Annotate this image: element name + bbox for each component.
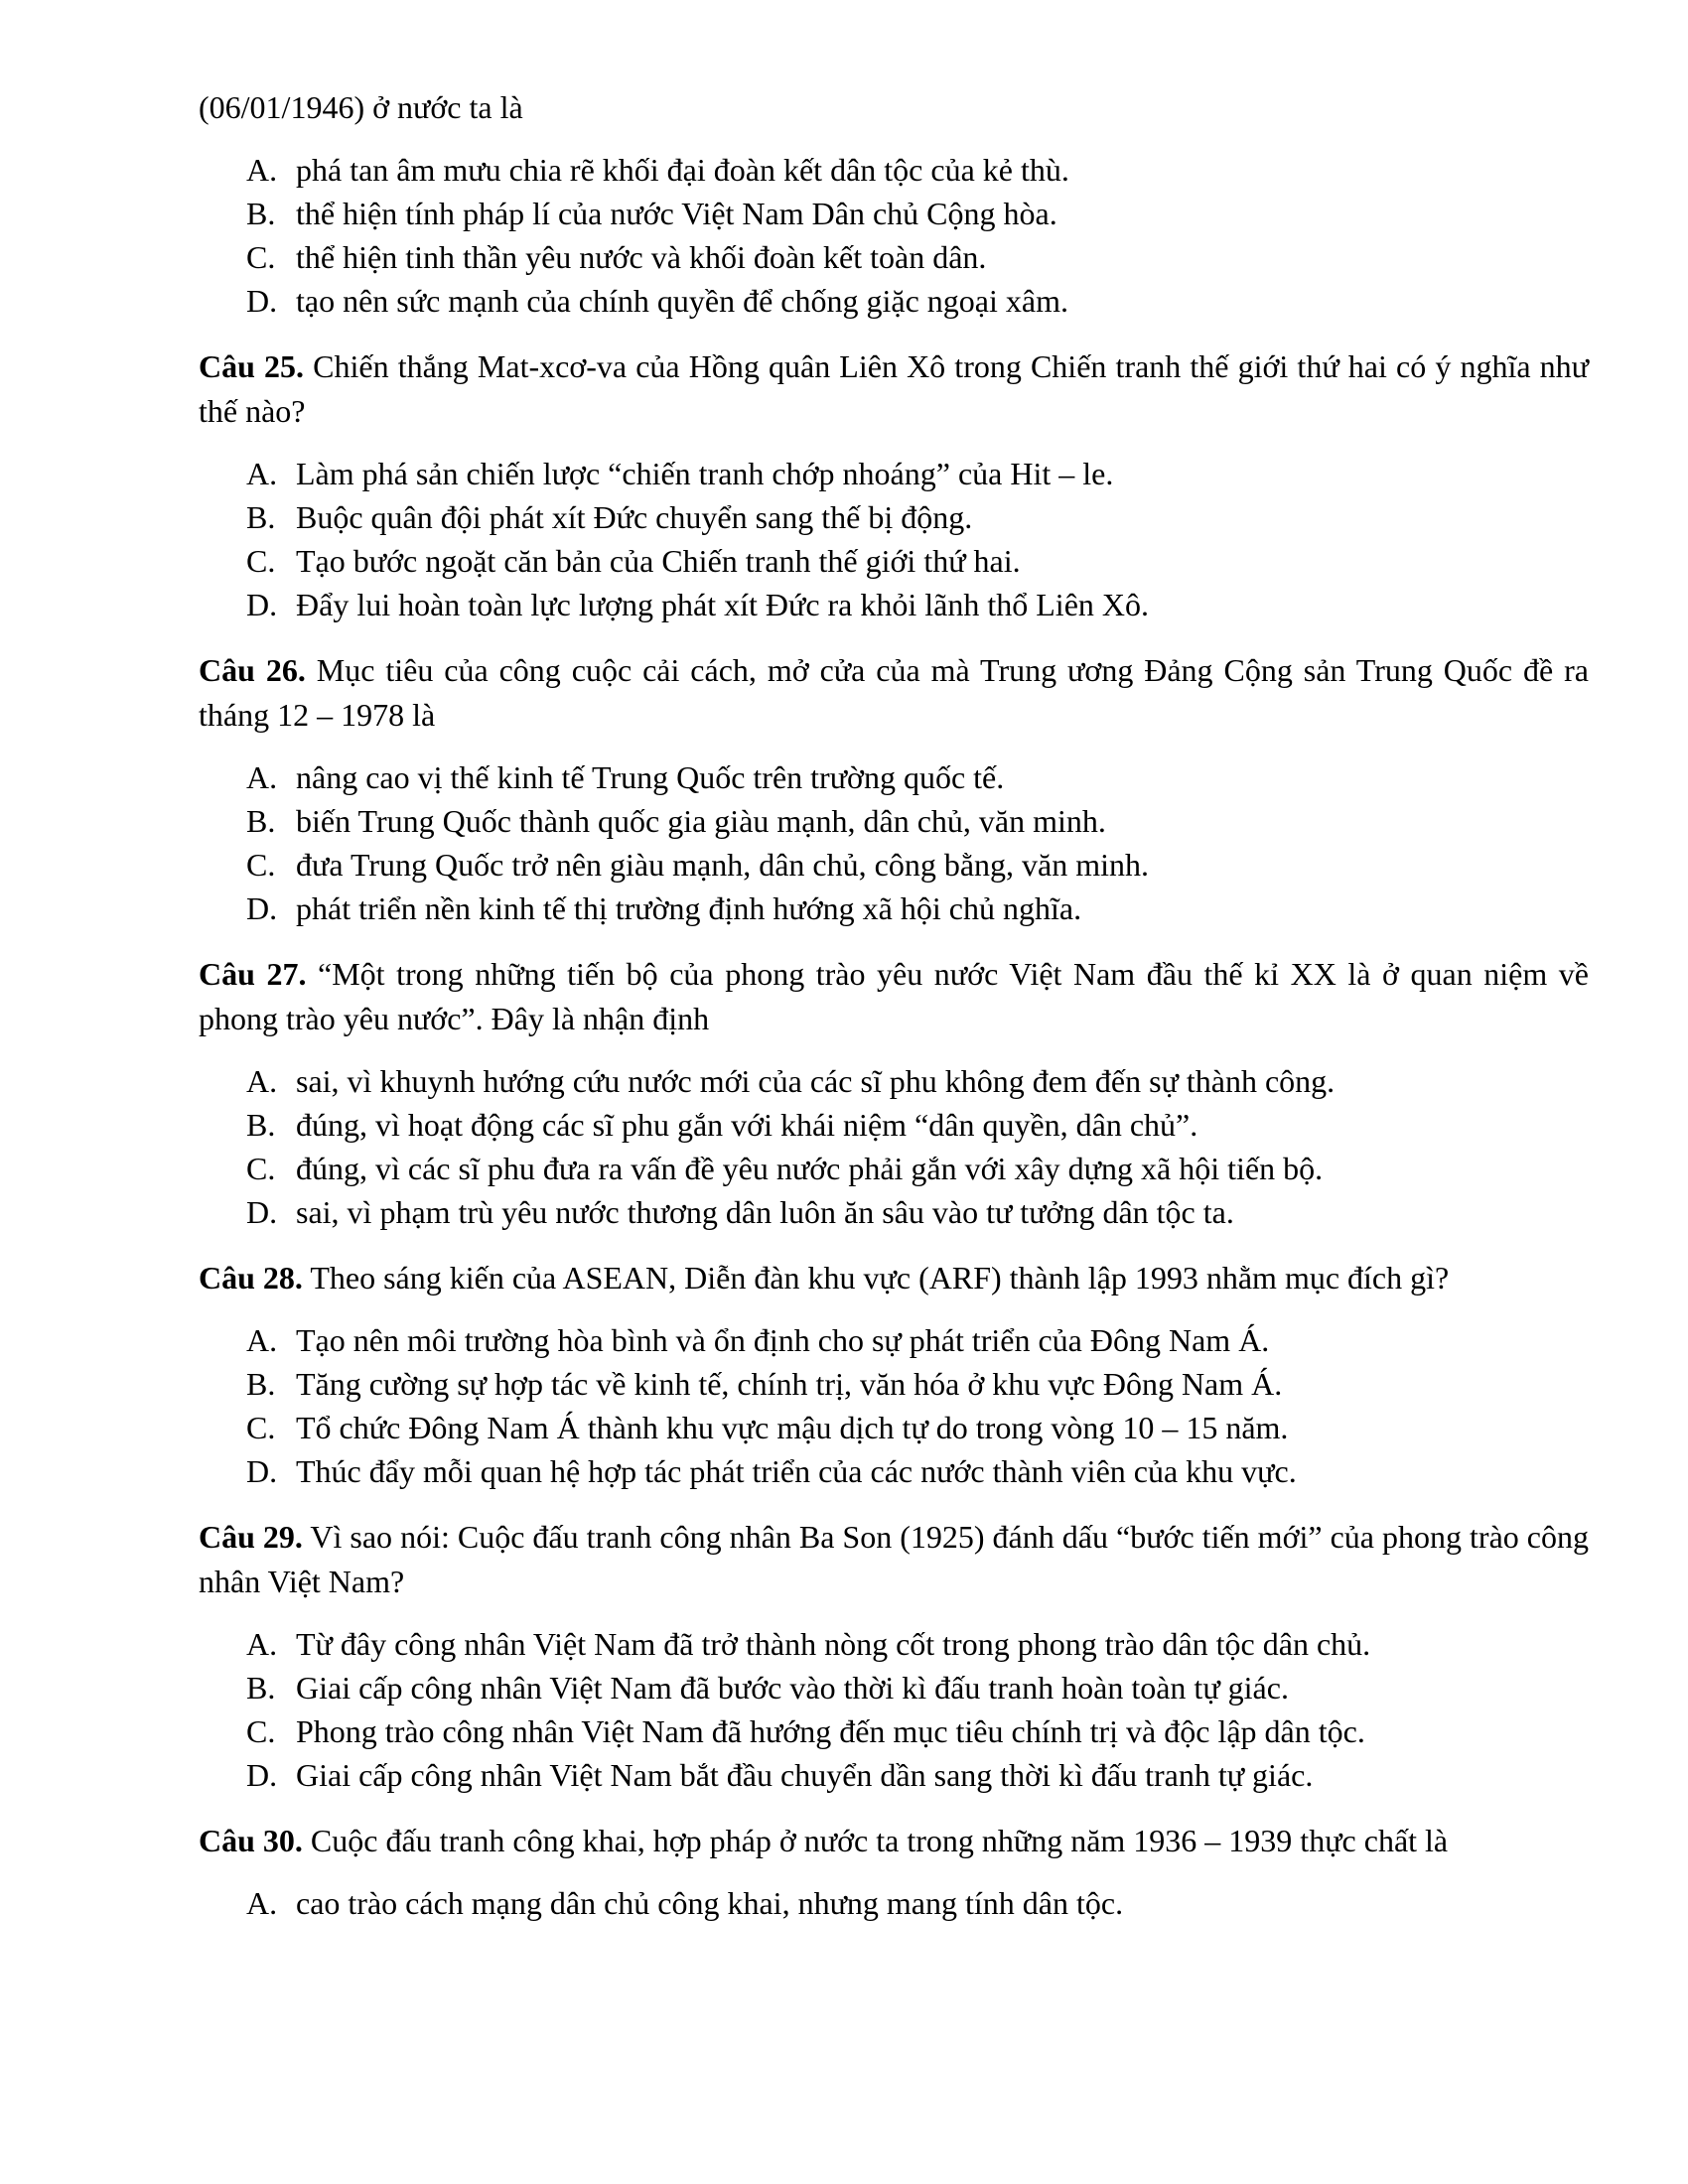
question-number: Câu 29. (199, 1519, 303, 1555)
question-stem: Câu 28. Theo sáng kiến của ASEAN, Diễn đàn khu vực (ARF) thành lập 1993 nhằm mục đích gì? (199, 1260, 1450, 1296)
answer-options (199, 452, 1589, 626)
question-number: Câu 27. (199, 956, 307, 992)
answer-option-d: D. phát triển nền kinh tế thị trường định hướng xã hội chủ nghĩa. (246, 890, 1082, 926)
question-number: Câu 28. (199, 1260, 303, 1296)
answer-option-d: D. Thúc đẩy mỗi quan hệ hợp tác phát triển của các nước thành viên của khu vực. (246, 1453, 1297, 1489)
answer-options (199, 755, 1589, 930)
exam-page (199, 85, 1589, 1947)
answer-option-a: A. cao trào cách mạng dân chủ công khai, nhưng mang tính dân tộc. (246, 1885, 1124, 1921)
question-stem: Câu 27. “Một trong những tiến bộ của phong trào yêu nước Việt Nam đầu thế kỉ XX là ở quan niệm về phong trào yêu nước”. Đây là nhận định (199, 956, 1590, 1036)
answer-option-b: B. thể hiện tính pháp lí của nước Việt Nam Dân chủ Cộng hòa. (246, 196, 1057, 231)
answer-option-a: A. sai, vì khuynh hướng cứu nước mới của các sĩ phu không đem đến sự thành công. (246, 1063, 1336, 1099)
answer-option-b: B. đúng, vì hoạt động các sĩ phu gắn với khái niệm “dân quyền, dân chủ”. (246, 1107, 1198, 1143)
question-24-continuation (199, 85, 1589, 323)
answer-options (199, 148, 1589, 323)
answer-option-d: D. tạo nên sức mạnh của chính quyền để chống giặc ngoại xâm. (246, 283, 1068, 319)
question-stem: Câu 30. Cuộc đấu tranh công khai, hợp pháp ở nước ta trong những năm 1936 – 1939 thực chất là (199, 1823, 1449, 1858)
question-number: Câu 26. (199, 652, 306, 688)
answer-option-a: A. Làm phá sản chiến lược “chiến tranh chớp nhoáng” của Hit – le. (246, 456, 1114, 491)
answer-option-a: A. Tạo nên môi trường hòa bình và ổn định cho sự phát triển của Đông Nam Á. (246, 1322, 1270, 1358)
answer-option-a: A. phá tan âm mưu chia rẽ khối đại đoàn kết dân tộc của kẻ thù. (246, 152, 1069, 188)
answer-option-d: D. Giai cấp công nhân Việt Nam bắt đầu chuyển dần sang thời kì đấu tranh tự giác. (246, 1757, 1314, 1793)
answer-options (199, 1059, 1589, 1234)
question-stem-tail: (06/01/1946) ở nước ta là (199, 89, 523, 125)
question-30 (199, 1819, 1589, 1925)
answer-option-d: D. Đẩy lui hoàn toàn lực lượng phát xít Đức ra khỏi lãnh thổ Liên Xô. (246, 587, 1149, 622)
answer-option-a: A. Từ đây công nhân Việt Nam đã trở thành nòng cốt trong phong trào dân tộc dân chủ. (246, 1626, 1371, 1662)
answer-option-c: C. thể hiện tinh thần yêu nước và khối đoàn kết toàn dân. (246, 239, 987, 275)
answer-option-b: B. Buộc quân đội phát xít Đức chuyển sang thế bị động. (246, 499, 973, 535)
answer-options (199, 1881, 1589, 1925)
answer-option-c: C. Phong trào công nhân Việt Nam đã hướng đến mục tiêu chính trị và độc lập dân tộc. (246, 1713, 1365, 1749)
answer-option-a: A. nâng cao vị thế kinh tế Trung Quốc trên trường quốc tế. (246, 759, 1005, 795)
answer-options (199, 1622, 1589, 1797)
question-26 (199, 648, 1589, 930)
question-stem: Câu 25. Chiến thắng Mat-xcơ-va của Hồng quân Liên Xô trong Chiến tranh thế giới thứ hai có ý nghĩa như thế nào? (199, 348, 1590, 429)
question-29 (199, 1515, 1589, 1797)
answer-option-b: B. biến Trung Quốc thành quốc gia giàu mạnh, dân chủ, văn minh. (246, 803, 1106, 839)
answer-option-d: D. sai, vì phạm trù yêu nước thương dân luôn ăn sâu vào tư tưởng dân tộc ta. (246, 1194, 1234, 1230)
question-stem: Câu 29. Vì sao nói: Cuộc đấu tranh công nhân Ba Son (1925) đánh dấu “bước tiến mới” của phong trào công nhân Việt Nam? (199, 1519, 1590, 1599)
question-number: Câu 25. (199, 348, 305, 384)
answer-options (199, 1318, 1589, 1493)
answer-option-c: C. Tạo bước ngoặt căn bản của Chiến tranh thế giới thứ hai. (246, 543, 1021, 579)
answer-option-b: B. Tăng cường sự hợp tác về kinh tế, chính trị, văn hóa ở khu vực Đông Nam Á. (246, 1366, 1283, 1402)
question-number: Câu 30. (199, 1823, 303, 1858)
answer-option-c: C. Tổ chức Đông Nam Á thành khu vực mậu dịch tự do trong vòng 10 – 15 năm. (246, 1410, 1289, 1445)
question-28 (199, 1256, 1589, 1493)
answer-option-c: C. đúng, vì các sĩ phu đưa ra vấn đề yêu nước phải gắn với xây dựng xã hội tiến bộ. (246, 1151, 1324, 1186)
question-stem: Câu 26. Mục tiêu của công cuộc cải cách, mở cửa của mà Trung ương Đảng Cộng sản Trung Quốc đề ra tháng 12 – 1978 là (199, 652, 1590, 733)
answer-option-c: C. đưa Trung Quốc trở nên giàu mạnh, dân chủ, công bằng, văn minh. (246, 847, 1150, 883)
answer-option-b: B. Giai cấp công nhân Việt Nam đã bước vào thời kì đấu tranh hoàn toàn tự giác. (246, 1670, 1289, 1706)
question-27 (199, 952, 1589, 1234)
question-25 (199, 344, 1589, 626)
